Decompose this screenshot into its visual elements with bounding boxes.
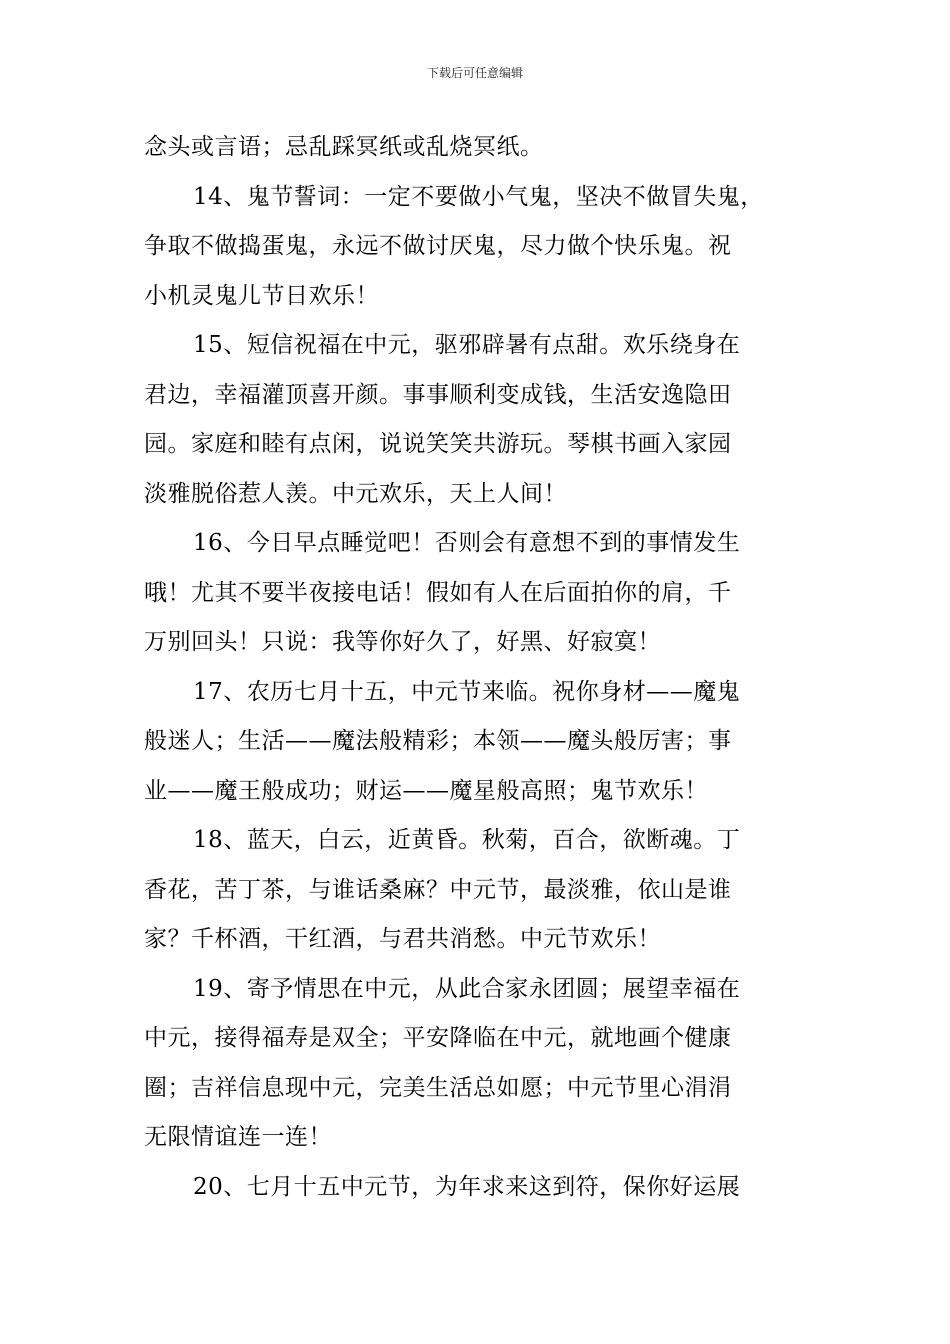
text-line-paragraph-start: 16、今日早点睡觉吧！否则会有意想不到的事情发生 — [193, 530, 741, 556]
text-line: 淡雅脱俗惹人羡。中元欢乐，天上人间！ — [144, 480, 567, 507]
document-body — [144, 123, 814, 1212]
page-header-note: 下载后可任意编辑 — [426, 66, 523, 80]
text-line: 中元，接得福寿是双全；平安降临在中元，就地画个健康 — [144, 1025, 732, 1051]
text-line: 君边，幸福灌顶喜开颜。事事顺利变成钱，生活安逸隐田 — [144, 381, 732, 408]
text-line: 念头或言语；忌乱踩冥纸或乱烧冥纸。 — [144, 134, 544, 160]
text-line: 万别回头！只说：我等你好久了，好黑、好寂寞！ — [144, 629, 661, 655]
text-line: 业——魔王般成功；财运——魔星般高照；鬼节欢乐！ — [144, 777, 708, 804]
text-line: 哦！尤其不要半夜接电话！假如有人在后面拍你的肩，千 — [144, 579, 732, 606]
text-line: 家？千杯酒，干红酒，与君共消愁。中元节欢乐！ — [144, 926, 661, 952]
text-line-paragraph-start: 18、蓝天，白云，近黄昏。秋菊，百合，欲断魂。丁 — [193, 827, 741, 853]
text-line: 园。家庭和睦有点闲，说说笑笑共游玩。琴棋书画入家园 — [144, 431, 732, 457]
text-line-paragraph-start: 15、短信祝福在中元，驱邪辟暑有点甜。欢乐绕身在 — [193, 332, 741, 358]
text-line: 无限情谊连一连！ — [144, 1124, 332, 1150]
text-line: 圈；吉祥信息现中元，完美生活总如愿；中元节里心涓涓 — [144, 1074, 732, 1101]
text-line: 般迷人；生活——魔法般精彩；本领——魔头般厉害；事 — [144, 728, 732, 754]
text-line: 香花，苦丁茶，与谁话桑麻？中元节，最淡雅，依山是谁 — [144, 876, 732, 903]
text-line-paragraph-start: 20、七月十五中元节，为年求来这到符，保你好运展 — [193, 1173, 741, 1200]
text-line-paragraph-start: 19、寄予情思在中元，从此合家永团圆；展望幸福在 — [193, 975, 741, 1002]
text-line: 小机灵鬼儿节日欢乐！ — [144, 282, 379, 309]
text-line-paragraph-start: 17、农历七月十五，中元节来临。祝你身材——魔鬼 — [193, 678, 741, 705]
text-line-paragraph-start: 14、鬼节誓词：一定不要做小气鬼，坚决不做冒失鬼， — [193, 183, 764, 210]
text-line: 争取不做捣蛋鬼，永远不做讨厌鬼，尽力做个快乐鬼。祝 — [144, 233, 732, 259]
